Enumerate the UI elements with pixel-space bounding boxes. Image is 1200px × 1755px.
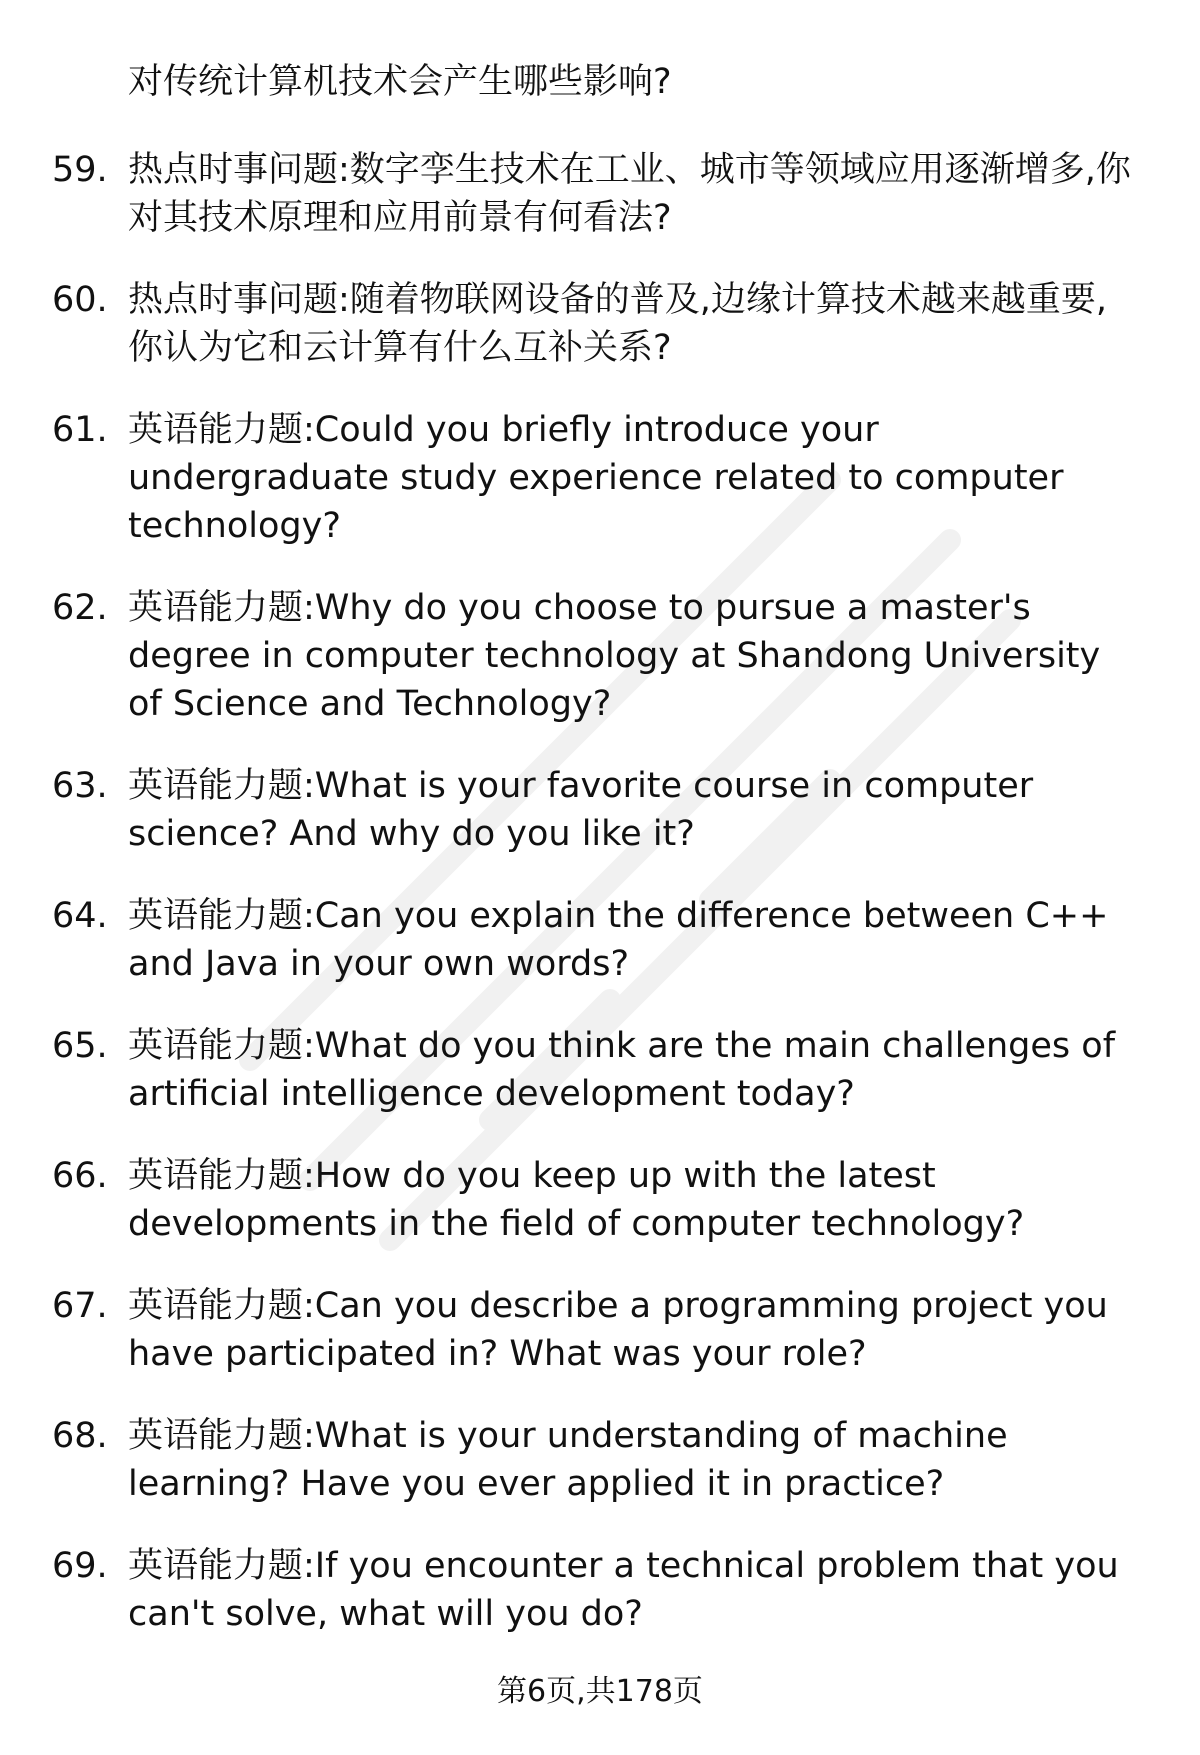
question-item: [52, 584, 1142, 728]
question-item: [52, 762, 1142, 858]
question-text: 英语能力题:How do you keep up with the latest developments in the field of computer technology?: [128, 1156, 1025, 1244]
question-number: 68.: [52, 1416, 108, 1456]
question-text: 英语能力题:Can you explain the difference between C++ and Java in your own words?: [128, 896, 1109, 984]
question-number: 67.: [52, 1286, 108, 1326]
question-text: 英语能力题:What do you think are the main challenges of artificial intelligence development today?: [128, 1026, 1116, 1114]
question-item: [52, 146, 1142, 242]
page-number-label: 第6页,共178页: [497, 1674, 703, 1709]
question-text: 热点时事问题:数字孪生技术在工业、城市等领域应用逐渐增多,你对其技术原理和应用前景有何看法?: [128, 150, 1131, 238]
question-text: 英语能力题:If you encounter a technical problem that you can't solve, what will you do?: [128, 1546, 1119, 1634]
question-item: [52, 406, 1142, 550]
question-text: 英语能力题:What is your favorite course in computer science? And why do you like it?: [128, 766, 1034, 854]
question-number: 66.: [52, 1156, 108, 1196]
question-item: [52, 1542, 1142, 1638]
question-item: [52, 276, 1142, 372]
question-text: 英语能力题:Why do you choose to pursue a master's degree in computer technology at Shandong University of Science and Technology?: [128, 588, 1101, 724]
question-item: [52, 58, 1142, 106]
question-text: 英语能力题:What is your understanding of machine learning? Have you ever applied it in practice?: [128, 1416, 1008, 1504]
question-number: 60.: [52, 280, 108, 320]
question-number: 65.: [52, 1026, 108, 1066]
question-text: 英语能力题:Can you describe a programming project you have participated in? What was your role?: [128, 1286, 1108, 1374]
question-number: 64.: [52, 896, 108, 936]
question-number: 59.: [52, 150, 108, 190]
question-number: 61.: [52, 410, 108, 450]
question-text: 热点时事问题:随着物联网设备的普及,边缘计算技术越来越重要,你认为它和云计算有什么互补关系?: [128, 280, 1108, 368]
question-item: [52, 1282, 1142, 1378]
question-text: 对传统计算机技术会产生哪些影响?: [128, 62, 672, 102]
question-item: [52, 892, 1142, 988]
question-number: 63.: [52, 766, 108, 806]
question-number: 69.: [52, 1546, 108, 1586]
question-item: [52, 1412, 1142, 1508]
question-item: [52, 1022, 1142, 1118]
question-number: 62.: [52, 588, 108, 628]
question-text: 英语能力题:Could you briefly introduce your undergraduate study experience related to computer technology?: [128, 410, 1064, 546]
question-item: [52, 1152, 1142, 1248]
page-footer: [0, 1672, 1200, 1712]
question-list: [52, 58, 1142, 1672]
